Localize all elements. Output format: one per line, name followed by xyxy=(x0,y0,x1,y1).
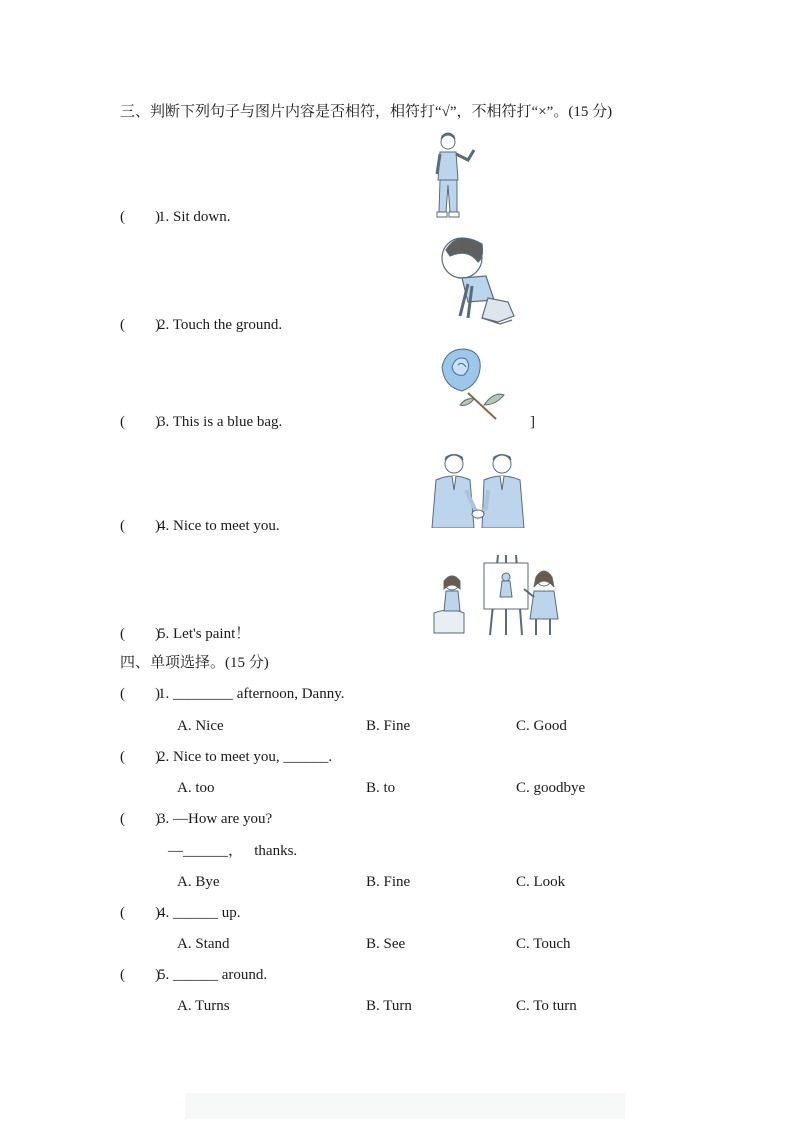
blue-rose-image xyxy=(438,345,508,423)
choice-5-option-c[interactable]: C. To turn xyxy=(516,998,577,1014)
stray-bracket: ] xyxy=(530,414,535,430)
choice-3-reply: —______， thanks. xyxy=(168,843,298,859)
choice-4-stem: 4. ______ up. xyxy=(158,905,241,921)
choice-2-paren[interactable]: ( ) xyxy=(120,749,160,765)
judge-1-text: 1. Sit down. xyxy=(158,209,231,225)
choice-1-option-c[interactable]: C. Good xyxy=(516,718,567,734)
section4-heading: 四、单项选择。(15 分) xyxy=(120,655,269,671)
choice-4-option-b[interactable]: B. See xyxy=(366,936,406,952)
choice-5-option-a[interactable]: A. Turns xyxy=(177,998,230,1014)
choice-2-stem: 2. Nice to meet you, ______. xyxy=(158,749,333,765)
choice-5-paren[interactable]: ( ) xyxy=(120,967,160,983)
choice-1-paren[interactable]: ( ) xyxy=(120,686,160,702)
choice-3-option-a[interactable]: A. Bye xyxy=(177,874,220,890)
choice-2-option-c[interactable]: C. goodbye xyxy=(516,780,586,796)
judge-5-text: 5. Let's paint！ xyxy=(158,626,251,642)
choice-1-option-a[interactable]: A. Nice xyxy=(177,718,224,734)
judge-4-paren[interactable]: ( ) xyxy=(120,518,160,534)
judge-3-text: 3. This is a blue bag. xyxy=(158,414,283,430)
choice-4-option-a[interactable]: A. Stand xyxy=(177,936,230,952)
choice-5-option-b[interactable]: B. Turn xyxy=(366,998,412,1014)
judge-5-paren[interactable]: ( ) xyxy=(120,626,160,642)
choice-3-stem: 3. —How are you? xyxy=(158,811,273,827)
choice-5-stem: 5. ______ around. xyxy=(158,967,268,983)
choice-2-option-b[interactable]: B. to xyxy=(366,780,396,796)
judge-2-paren[interactable]: ( ) xyxy=(120,317,160,333)
judge-4-text: 4. Nice to meet you. xyxy=(158,518,280,534)
choice-1-stem: 1. ________ afternoon, Danny. xyxy=(158,686,345,702)
choice-3-option-b[interactable]: B. Fine xyxy=(366,874,411,890)
judge-2-text: 2. Touch the ground. xyxy=(158,317,283,333)
choice-4-paren[interactable]: ( ) xyxy=(120,905,160,921)
choice-1-option-b[interactable]: B. Fine xyxy=(366,718,411,734)
faint-footer-band xyxy=(185,1093,625,1119)
standing-boy-image xyxy=(430,130,480,222)
choice-2-option-a[interactable]: A. too xyxy=(177,780,215,796)
choice-4-option-c[interactable]: C. Touch xyxy=(516,936,571,952)
choice-3-paren[interactable]: ( ) xyxy=(120,811,160,827)
painting-girls-image xyxy=(430,553,562,639)
handshake-image xyxy=(430,450,526,528)
kneeling-boy-image xyxy=(438,232,518,330)
judge-3-paren[interactable]: ( ) xyxy=(120,414,160,430)
section3-heading: 三、判断下列句子与图片内容是否相符，相符打“√”，不相符打“×”。(15 分) xyxy=(120,104,613,120)
judge-1-paren[interactable]: ( ) xyxy=(120,209,160,225)
choice-3-option-c[interactable]: C. Look xyxy=(516,874,566,890)
